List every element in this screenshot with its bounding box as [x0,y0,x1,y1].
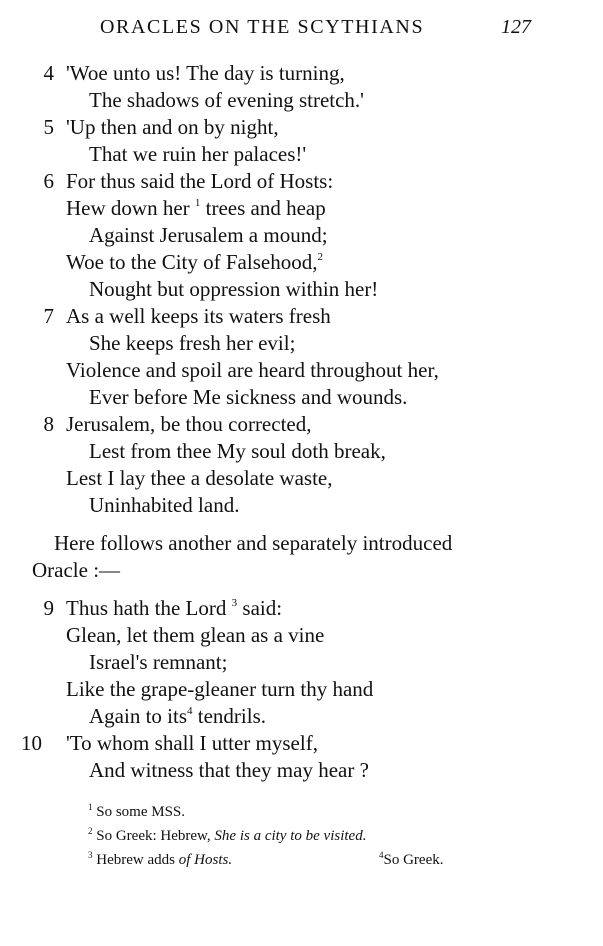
footnote-mark: 2 [88,826,93,836]
footnote-mark: 1 [88,802,93,812]
page-header [0,16,603,44]
footnote-mark: 4 [379,850,384,860]
poem-body [0,60,603,784]
verse-text: Ever before Me sickness and wounds. [89,385,408,409]
intro-line: Oracle :— [32,558,121,582]
footnote-mark: 3 [231,597,238,609]
verse-text: And witness that they may hear ? [89,758,369,782]
verse-line [0,168,603,195]
footnote-3-4 [0,848,603,872]
verse-line [0,276,603,303]
verse-text: Woe to the City of Falsehood, [66,250,318,274]
verse-line [0,60,603,87]
verse-line [0,357,603,384]
footnote-italic: of Hosts. [178,852,233,868]
verse-number: 9 [43,596,54,620]
verse-text: 'Woe unto us! The day is turning, [66,61,345,85]
verse-number: 10 [21,731,42,755]
verse-text: The shadows of evening stretch.' [89,88,364,112]
verse-text: trees and heap [205,196,326,220]
verse-text: Nought but oppression within her! [89,277,379,301]
footnote-italic: She is a city to be visited. [214,828,367,844]
verse-text: Israel's remnant; [89,650,228,674]
verse-line [0,114,603,141]
verse-text: 'To whom shall I utter myself, [66,731,318,755]
verse-line [0,676,603,703]
verse-text: tendrils. [197,704,266,728]
footnote-mark: 4 [187,705,193,717]
verse-number: 8 [43,412,54,436]
verse-text: Against Jerusalem a mound; [89,223,328,247]
verse-text: Again to its [89,704,187,728]
verse-line [0,411,603,438]
verse-line [0,87,603,114]
verse-text: That we ruin her palaces!' [89,142,307,166]
verse-number: 4 [43,61,54,85]
footnote-mark: 3 [88,850,93,860]
verse-line [0,595,603,622]
footnote-2 [0,824,603,848]
footnote-text: Hebrew adds [96,852,175,868]
verse-number: 7 [43,304,54,328]
running-title: ORACLES ON THE SCYTHIANS [100,16,425,38]
verse-line [0,330,603,357]
verse-line [0,757,603,784]
verse-number: 5 [43,115,54,139]
verse-text: Like the grape-gleaner turn thy hand [66,677,374,701]
verse-line [0,141,603,168]
verse-line [0,384,603,411]
verse-text: 'Up then and on by night, [66,115,279,139]
footnote-mark: 2 [317,251,323,263]
footnote-text: So Greek. [383,852,444,868]
verse-text: As a well keeps its waters fresh [66,304,331,328]
footnote-1 [0,800,603,824]
verse-text: Uninhabited land. [89,493,240,517]
verse-text: Lest I lay thee a desolate waste, [66,466,333,490]
verse-line [0,622,603,649]
intro-paragraph [0,530,603,584]
page-number: 127 [501,16,531,38]
verse-text: Jerusalem, be thou corrected, [66,412,312,436]
footnote-text: So Greek: Hebrew, [96,828,211,844]
verse-text: Violence and spoil are heard throughout her, [66,358,439,382]
verse-text: Lest from thee My soul doth break, [89,439,386,463]
verse-text: Glean, let them glean as a vine [66,623,325,647]
verse-text: Thus hath the Lord [66,596,227,620]
intro-line: Here follows another and separately introduced [54,531,453,555]
verse-line [0,195,603,222]
verse-line [0,249,603,276]
verse-number: 6 [43,169,54,193]
verse-line [0,465,603,492]
verse-line [0,438,603,465]
verse-text: Hew down her [66,196,190,220]
verse-text: For thus said the Lord of Hosts: [66,169,334,193]
footnote-mark: 1 [194,197,201,209]
verse-text: said: [242,596,283,620]
verse-line [0,703,603,730]
verse-text: She keeps fresh her evil; [89,331,296,355]
verse-line [0,222,603,249]
footnotes [0,800,603,872]
verse-line [0,649,603,676]
footnote-text: So some MSS. [96,804,186,820]
verse-line [0,303,603,330]
verse-line [0,492,603,519]
verse-line [0,730,603,757]
